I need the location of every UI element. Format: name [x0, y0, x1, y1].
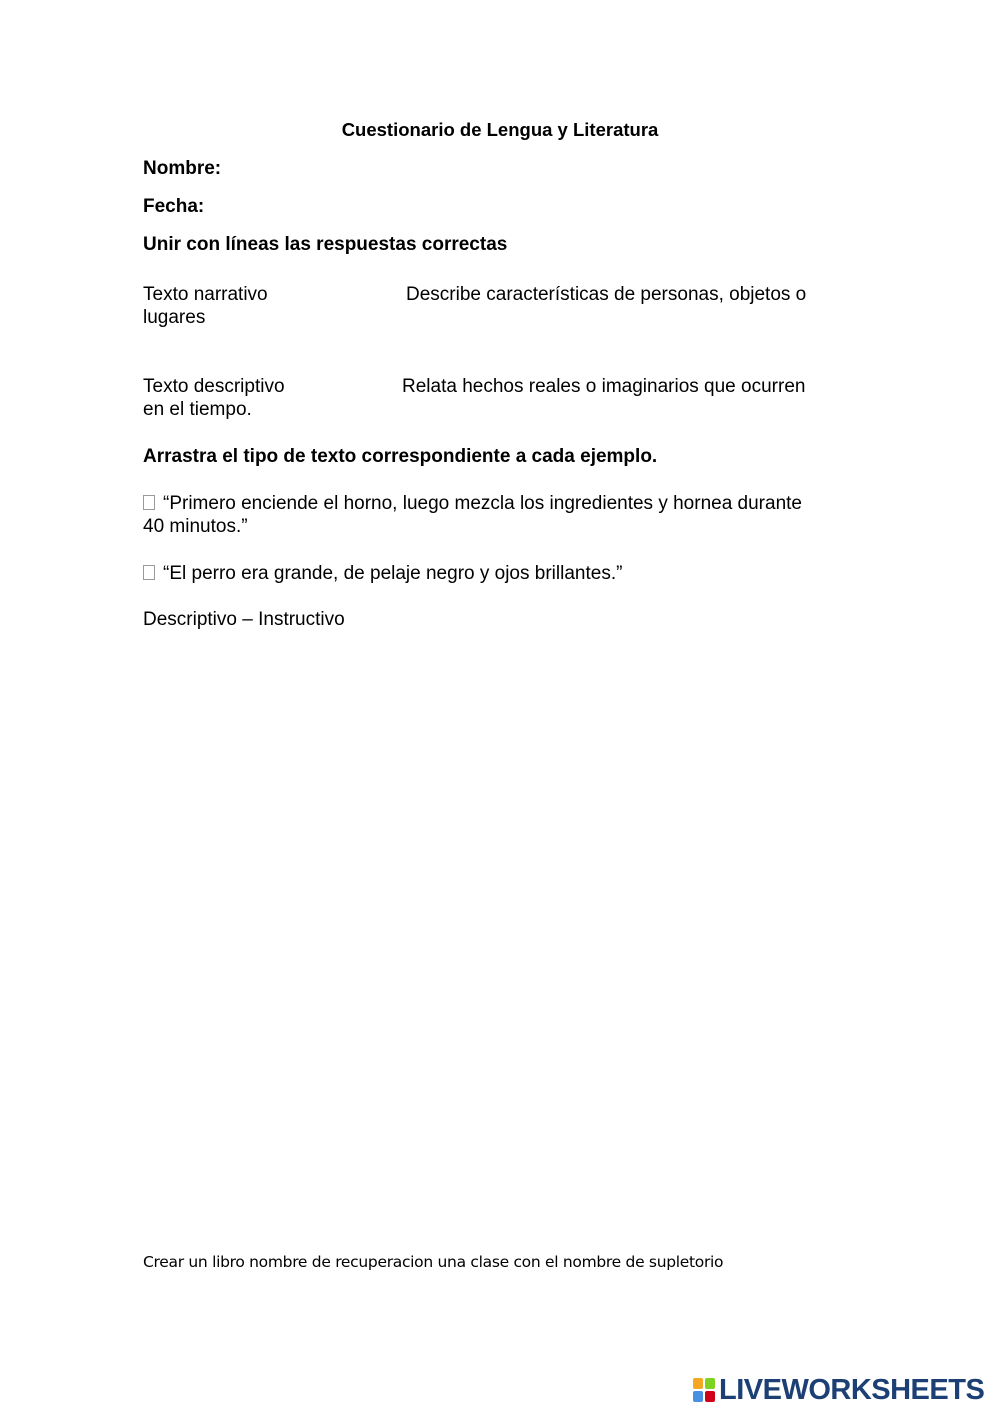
matching-instruction: Unir con líneas las respuestas correctas	[143, 234, 508, 255]
worksheet-title: Cuestionario de Lengua y Literatura	[341, 119, 659, 140]
drag-instruction: Arrastra el tipo de texto correspondiente a cada ejemplo.	[143, 446, 658, 467]
example-item	[143, 493, 802, 515]
match-right-item[interactable]: Relata hechos reales o imaginarios que ocurren	[402, 376, 806, 397]
liveworksheets-logo	[693, 1375, 984, 1405]
match-left-item[interactable]: Texto descriptivo	[143, 376, 285, 397]
footer-note: Crear un libro nombre de recuperacion una clase con el nombre de supletorio	[143, 1253, 724, 1271]
match-right-continuation: lugares	[143, 307, 206, 328]
example-text-continuation: 40 minutos.”	[143, 516, 248, 537]
liveworksheets-logo-icon	[693, 1378, 715, 1402]
drop-target-box[interactable]	[143, 495, 155, 510]
drag-options[interactable]: Descriptivo – Instructivo	[143, 609, 345, 630]
match-left-item[interactable]: Texto narrativo	[143, 284, 268, 305]
example-item	[143, 563, 622, 585]
example-text: “El perro era grande, de pelaje negro y ojos brillantes.”	[163, 563, 623, 584]
drop-target-box[interactable]	[143, 565, 155, 580]
match-right-continuation: en el tiempo.	[143, 399, 252, 420]
example-text: “Primero enciende el horno, luego mezcla los ingredientes y hornea durante	[163, 493, 802, 514]
match-right-item[interactable]: Describe características de personas, objetos o	[406, 284, 807, 305]
date-label: Fecha:	[143, 196, 205, 217]
name-label: Nombre:	[143, 158, 222, 179]
logo-wordmark: LIVEWORKSHEETS	[719, 1373, 985, 1406]
